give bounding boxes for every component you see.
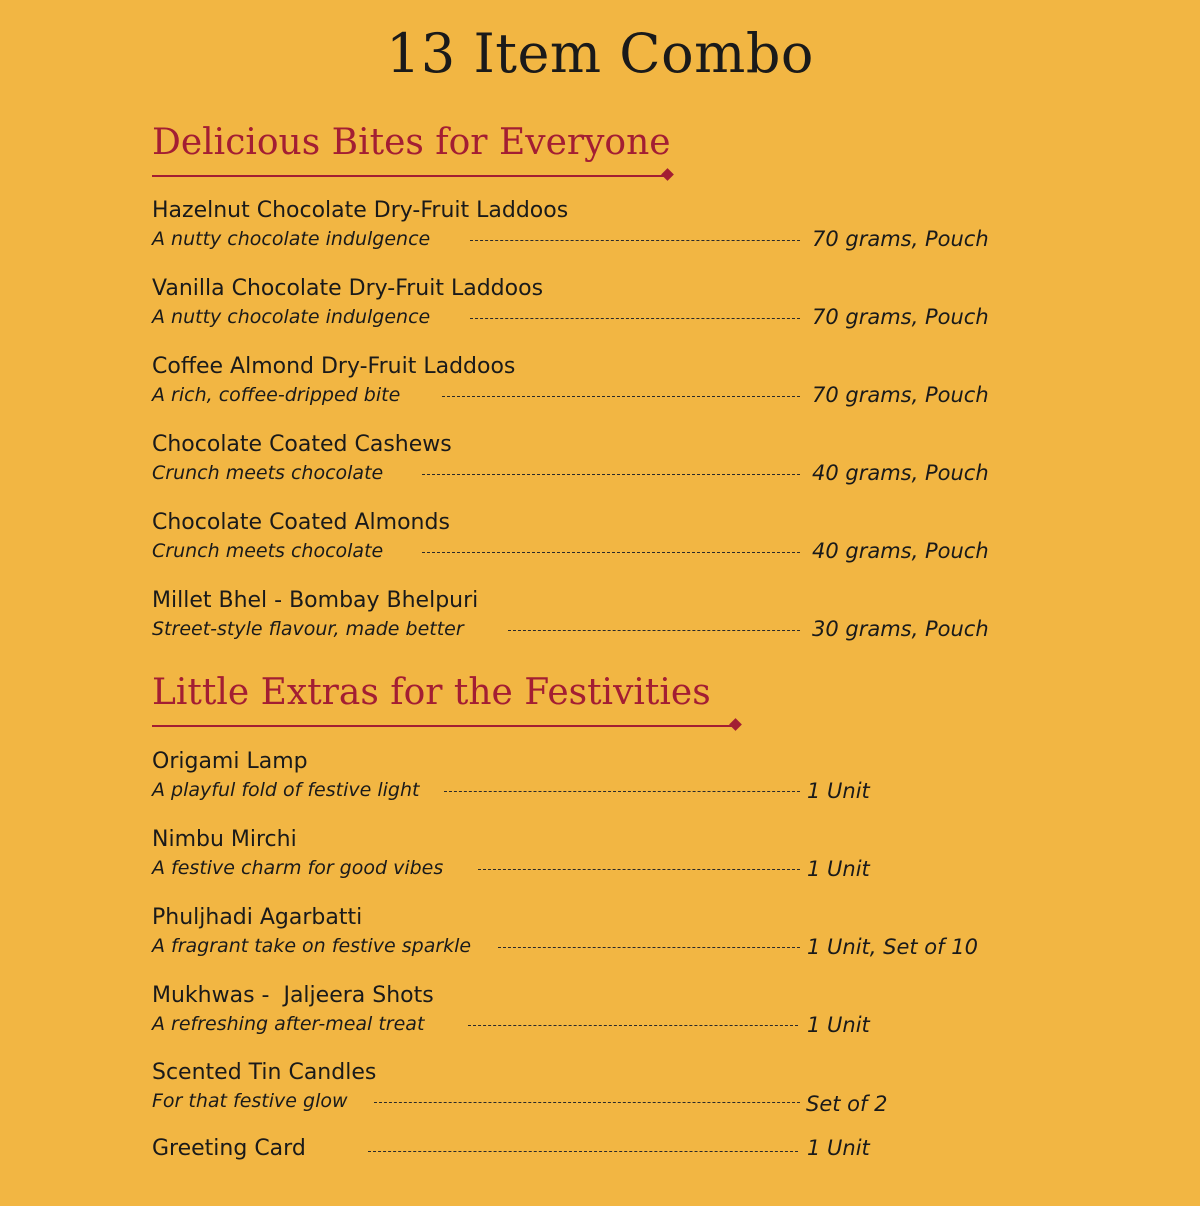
list-item: [152, 510, 1032, 580]
item-description: A nutty chocolate indulgence: [152, 228, 431, 250]
item-description: A refreshing after-meal treat: [152, 1013, 425, 1035]
list-item: [152, 1060, 1032, 1130]
dotted-leader: [508, 630, 800, 631]
item-quantity: 1 Unit: [807, 857, 870, 881]
item-description: Crunch meets chocolate: [152, 540, 384, 562]
item-quantity: 1 Unit: [807, 779, 870, 803]
section-divider: [152, 175, 666, 177]
dotted-leader: [422, 474, 800, 475]
item-name: Phuljhadi Agarbatti: [152, 905, 363, 930]
item-quantity: Set of 2: [806, 1092, 888, 1116]
item-quantity: 1 Unit: [807, 1013, 870, 1037]
list-item: [152, 1136, 1032, 1206]
item-name: Greeting Card: [152, 1136, 306, 1161]
section-heading-bites: Delicious Bites for Everyone: [152, 122, 671, 163]
dotted-leader: [374, 1102, 800, 1103]
dotted-leader: [422, 552, 800, 553]
item-name: Scented Tin Candles: [152, 1060, 377, 1085]
item-description: A nutty chocolate indulgence: [152, 306, 431, 328]
list-item: [152, 905, 1032, 975]
dotted-leader: [470, 318, 800, 319]
item-quantity: 70 grams, Pouch: [812, 383, 989, 407]
item-name: Nimbu Mirchi: [152, 827, 297, 852]
section-heading-extras: Little Extras for the Festivities: [152, 672, 711, 713]
dotted-leader: [498, 947, 800, 948]
list-item: [152, 983, 1032, 1053]
item-name: Chocolate Coated Cashews: [152, 432, 452, 457]
item-description: Street-style flavour, made better: [152, 618, 464, 640]
diamond-ornament-icon: [661, 168, 674, 181]
item-quantity: 70 grams, Pouch: [812, 305, 989, 329]
dotted-leader: [368, 1151, 798, 1152]
item-name: Coffee Almond Dry-Fruit Laddoos: [152, 354, 516, 379]
page-title: 13 Item Combo: [386, 22, 814, 85]
dotted-leader: [444, 791, 800, 792]
dotted-leader: [468, 1025, 798, 1026]
item-name: Chocolate Coated Almonds: [152, 510, 450, 535]
item-description: Crunch meets chocolate: [152, 462, 384, 484]
item-description: A fragrant take on festive sparkle: [152, 935, 472, 957]
dotted-leader: [442, 396, 800, 397]
list-item: [152, 827, 1032, 897]
item-name: Hazelnut Chocolate Dry-Fruit Laddoos: [152, 198, 569, 223]
list-item: [152, 588, 1032, 658]
diamond-ornament-icon: [729, 718, 742, 731]
dotted-leader: [470, 240, 800, 241]
list-item: [152, 749, 1032, 819]
list-item: [152, 276, 1032, 346]
item-quantity: 30 grams, Pouch: [812, 617, 989, 641]
list-item: [152, 432, 1032, 502]
item-name: Origami Lamp: [152, 749, 308, 774]
item-description: A festive charm for good vibes: [152, 857, 444, 879]
item-quantity: 70 grams, Pouch: [812, 227, 989, 251]
item-name: Mukhwas - Jaljeera Shots: [152, 983, 434, 1008]
item-name: Millet Bhel - Bombay Bhelpuri: [152, 588, 479, 613]
item-quantity: 40 grams, Pouch: [812, 539, 989, 563]
item-quantity: 1 Unit, Set of 10: [807, 935, 978, 959]
item-description: For that festive glow: [152, 1090, 348, 1112]
item-description: A playful fold of festive light: [152, 779, 420, 801]
item-name: Vanilla Chocolate Dry-Fruit Laddoos: [152, 276, 544, 301]
section-divider: [152, 725, 734, 727]
list-item: [152, 198, 1032, 268]
item-quantity: 40 grams, Pouch: [812, 461, 989, 485]
list-item: [152, 354, 1032, 424]
item-quantity: 1 Unit: [807, 1136, 870, 1160]
dotted-leader: [478, 869, 800, 870]
item-description: A rich, coffee-dripped bite: [152, 384, 401, 406]
